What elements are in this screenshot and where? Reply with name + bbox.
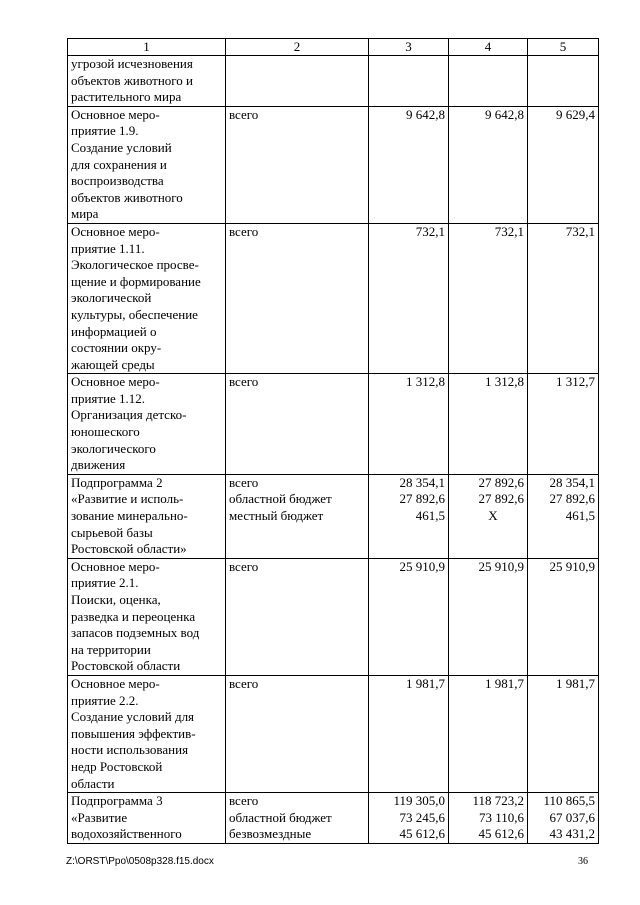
amount-value: 27 892,6: [478, 474, 524, 490]
amount-value: 43 431,2: [549, 826, 595, 842]
value-cell-col5: [528, 793, 599, 844]
amount-value: 119 305,0: [393, 793, 445, 809]
funding-source-cell: [226, 56, 369, 107]
program-name-cell: Основное меро- приятие 2.2. Создание условий для повышения эффектив- ности использования недр Ростовской области: [68, 675, 226, 792]
table-row: [68, 474, 599, 558]
value-cell-col5: [528, 56, 599, 107]
value-cell-col3: [369, 106, 449, 223]
value-cell-col4: [449, 106, 528, 223]
table-row: [68, 56, 599, 107]
value-cell-col5: [528, 106, 599, 223]
program-name-cell: Подпрограмма 3 «Развитие водохозяйственного: [68, 793, 226, 844]
amount-value: 25 910,9: [399, 558, 445, 574]
funding-source-cell: [226, 675, 369, 792]
amount-value: 732,1: [565, 223, 595, 239]
funding-source: безвозмездные: [229, 826, 312, 842]
funding-source: областной бюджет: [229, 809, 332, 825]
value-cell-col3: [369, 56, 449, 107]
program-name-cell: угрозой исчезновения объектов животного и растительного мира: [68, 56, 226, 107]
value-cell-col4: [449, 793, 528, 844]
funding-source: всего: [229, 558, 259, 574]
funding-source: всего: [229, 374, 259, 390]
header-cell-2: 2: [226, 39, 369, 56]
amount-value: 27 892,6: [478, 491, 524, 507]
program-name-cell: Основное меро- приятие 1.12. Организация детско- юношеского экологического движения: [68, 374, 226, 475]
value-cell-col5: [528, 675, 599, 792]
amount-value: 461,5: [415, 508, 445, 524]
funding-source-cell: [226, 106, 369, 223]
table-row: [68, 675, 599, 792]
value-cell-col5: [528, 474, 599, 558]
table-row: [68, 558, 599, 675]
funding-source: всего: [229, 793, 259, 809]
value-cell-col3: [369, 558, 449, 675]
header-cell-3: 3: [369, 39, 449, 56]
value-cell-col3: [369, 223, 449, 373]
value-cell-col5: [528, 558, 599, 675]
value-cell-col3: [369, 675, 449, 792]
amount-value: 732,1: [415, 223, 445, 239]
value-cell-col4: [449, 374, 528, 475]
value-cell-col4: [449, 558, 528, 675]
value-cell-col4: [449, 675, 528, 792]
funding-source-cell: [226, 223, 369, 373]
amount-value: 27 892,6: [399, 491, 445, 507]
table-row: [68, 106, 599, 223]
amount-value: 28 354,1: [549, 474, 595, 490]
amount-value: 9 642,8: [485, 106, 524, 122]
amount-value: 25 910,9: [478, 558, 524, 574]
value-cell-col5: [528, 374, 599, 475]
program-name-cell: Основное меро- приятие 1.9. Создание условий для сохранения и воспроизводства объектов животного мира: [68, 106, 226, 223]
funding-source: всего: [229, 223, 259, 239]
amount-value: 1 981,7: [556, 675, 595, 691]
amount-value: Х: [488, 508, 498, 524]
value-cell-col4: [449, 223, 528, 373]
value-cell-col3: [369, 374, 449, 475]
funding-source: всего: [229, 474, 259, 490]
amount-value: 27 892,6: [549, 491, 595, 507]
funding-source: местный бюджет: [229, 508, 324, 524]
amount-value: 461,5: [565, 508, 595, 524]
table-row: [68, 793, 599, 844]
funding-source-cell: [226, 793, 369, 844]
header-cell-4: 4: [449, 39, 528, 56]
table-row: [68, 374, 599, 475]
amount-value: 25 910,9: [549, 558, 595, 574]
amount-value: 118 723,2: [472, 793, 524, 809]
program-name-cell: Основное меро- приятие 2.1. Поиски, оценка, разведка и переоценка запасов подземных вод на территории Ростовской области: [68, 558, 226, 675]
value-cell-col3: [369, 793, 449, 844]
amount-value: 45 612,6: [399, 826, 445, 842]
value-cell-col4: [449, 474, 528, 558]
amount-value: 1 312,8: [485, 374, 524, 390]
amount-value: 110 865,5: [543, 793, 595, 809]
amount-value: 67 037,6: [549, 809, 595, 825]
value-cell-col5: [528, 223, 599, 373]
amount-value: 9 629,4: [556, 106, 595, 122]
funding-source-cell: [226, 558, 369, 675]
amount-value: 732,1: [494, 223, 524, 239]
header-cell-1: 1: [68, 39, 226, 56]
funding-source-cell: [226, 474, 369, 558]
footer-file-path: Z:\ORST\Ppo\0508p328.f15.docx: [66, 856, 214, 867]
funding-source: областной бюджет: [229, 491, 332, 507]
amount-value: 1 981,7: [406, 675, 445, 691]
amount-value: 45 612,6: [478, 826, 524, 842]
program-name-cell: Основное меро- приятие 1.11. Экологическое просве- щение и формирование экологической культуры, обеспечение информацией о состоянии окру- жающей среды: [68, 223, 226, 373]
header-row: [68, 39, 599, 56]
program-name-cell: Подпрограмма 2 «Развитие и исполь- зование минерально- сырьевой базы Ростовской области»: [68, 474, 226, 558]
amount-value: 9 642,8: [406, 106, 445, 122]
funding-source: всего: [229, 106, 259, 122]
value-cell-col3: [369, 474, 449, 558]
value-cell-col4: [449, 56, 528, 107]
amount-value: 1 312,8: [406, 374, 445, 390]
amount-value: 28 354,1: [399, 474, 445, 490]
amount-value: 73 110,6: [478, 809, 524, 825]
funding-source: всего: [229, 675, 259, 691]
table-body: [68, 39, 599, 844]
budget-table: [67, 38, 599, 844]
header-cell-5: 5: [528, 39, 599, 56]
table-row: [68, 223, 599, 373]
amount-value: 73 245,6: [399, 809, 445, 825]
funding-source-cell: [226, 374, 369, 475]
footer-page-number: 36: [578, 856, 588, 867]
amount-value: 1 312,7: [556, 374, 595, 390]
amount-value: 1 981,7: [485, 675, 524, 691]
